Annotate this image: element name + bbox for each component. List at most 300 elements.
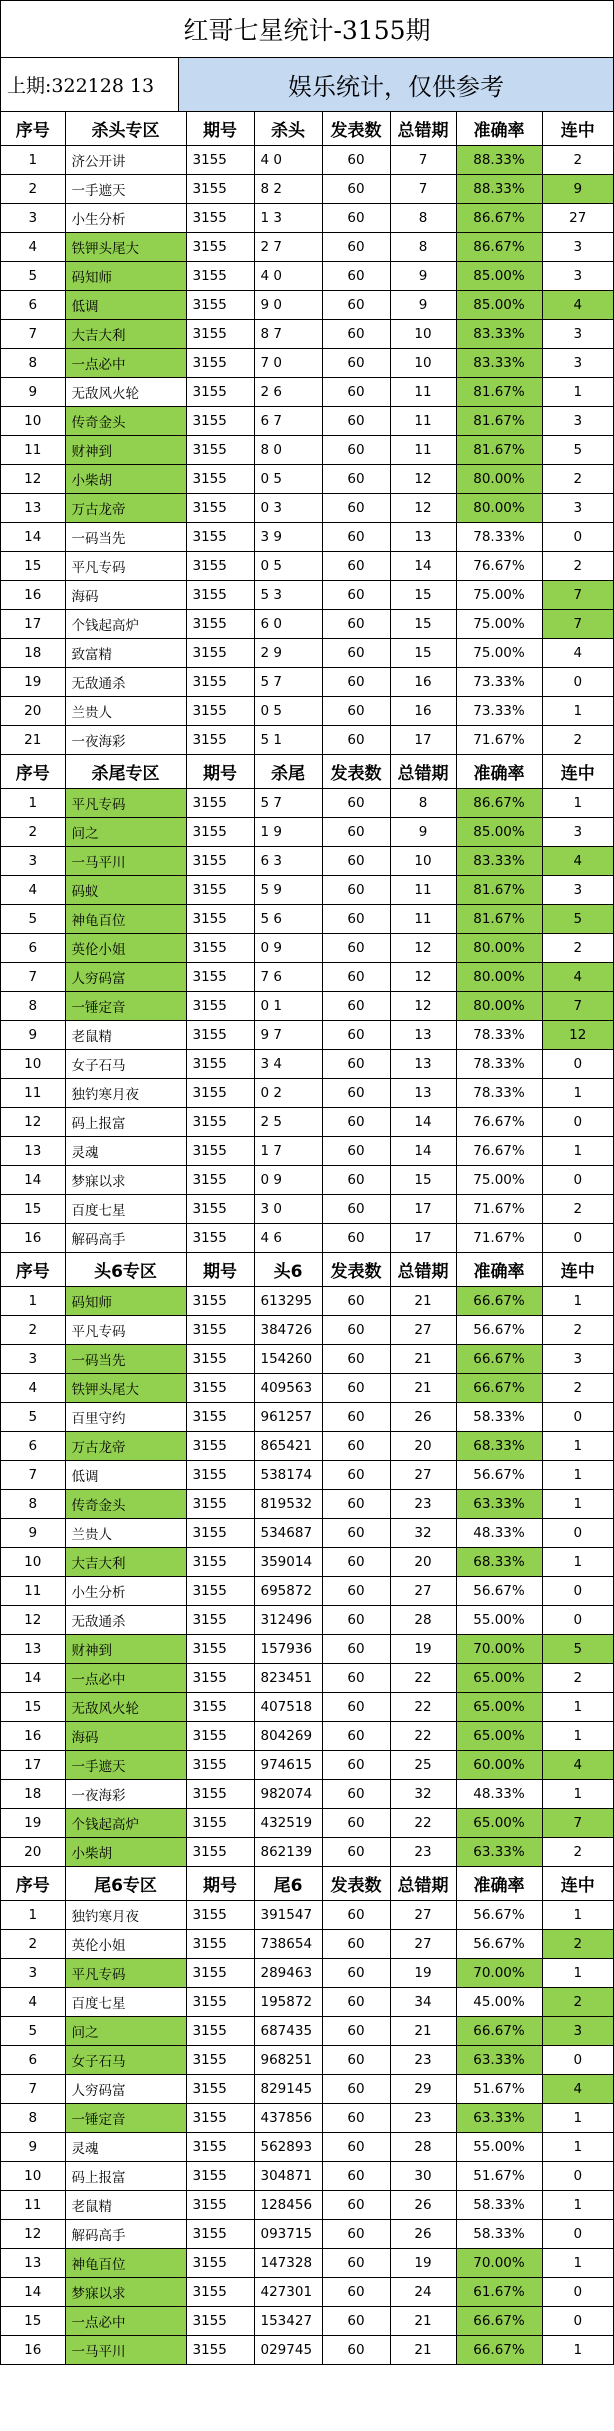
cell-issue: 3155 (186, 639, 254, 668)
cell-published: 60 (322, 1403, 390, 1432)
column-header-accuracy: 准确率 (456, 1253, 542, 1287)
table-row (1, 465, 613, 494)
cell-accuracy: 68.33% (456, 1548, 542, 1577)
cell-errors: 15 (390, 610, 456, 639)
cell-index: 4 (1, 876, 65, 905)
cell-published: 60 (322, 262, 390, 291)
cell-accuracy: 70.00% (456, 1959, 542, 1988)
cell-published: 60 (322, 1345, 390, 1374)
cell-index: 11 (1, 1577, 65, 1606)
cell-name: 英伦小姐 (65, 934, 186, 963)
cell-issue: 3155 (186, 291, 254, 320)
cell-issue: 3155 (186, 581, 254, 610)
cell-errors: 22 (390, 1722, 456, 1751)
cell-index: 2 (1, 1316, 65, 1345)
cell-index: 3 (1, 1345, 65, 1374)
cell-published: 60 (322, 1461, 390, 1490)
cell-value: 2 5 (254, 1108, 322, 1137)
cell-name: 大吉大利 (65, 1548, 186, 1577)
cell-errors: 27 (390, 1577, 456, 1606)
cell-errors: 28 (390, 2133, 456, 2162)
cell-published: 60 (322, 1021, 390, 1050)
cell-streak: 1 (542, 2249, 613, 2278)
cell-streak: 1 (542, 2191, 613, 2220)
cell-errors: 9 (390, 262, 456, 291)
cell-name: 一点必中 (65, 2307, 186, 2336)
cell-accuracy: 85.00% (456, 818, 542, 847)
cell-value: 157936 (254, 1635, 322, 1664)
cell-issue: 3155 (186, 2307, 254, 2336)
table-row (1, 2104, 613, 2133)
cell-published: 60 (322, 552, 390, 581)
cell-name: 一夜海彩 (65, 1780, 186, 1809)
cell-streak: 0 (542, 1577, 613, 1606)
column-header-issue: 期号 (186, 755, 254, 789)
cell-value: 9 0 (254, 291, 322, 320)
column-header-published: 发表数 (322, 1867, 390, 1901)
cell-streak: 0 (542, 2220, 613, 2249)
cell-errors: 23 (390, 2104, 456, 2133)
cell-accuracy: 63.33% (456, 1838, 542, 1867)
cell-published: 60 (322, 1930, 390, 1959)
info-bar (1, 58, 613, 112)
cell-index: 14 (1, 523, 65, 552)
cell-streak: 3 (542, 1345, 613, 1374)
cell-errors: 8 (390, 789, 456, 818)
cell-accuracy: 70.00% (456, 1635, 542, 1664)
table-row (1, 204, 613, 233)
cell-published: 60 (322, 2162, 390, 2191)
cell-value: 0 9 (254, 1166, 322, 1195)
cell-index: 20 (1, 1838, 65, 1867)
cell-index: 15 (1, 552, 65, 581)
cell-errors: 9 (390, 291, 456, 320)
cell-index: 6 (1, 1432, 65, 1461)
cell-published: 60 (322, 1108, 390, 1137)
cell-issue: 3155 (186, 1664, 254, 1693)
cell-streak: 3 (542, 262, 613, 291)
cell-name: 海码 (65, 1722, 186, 1751)
table-row (1, 1195, 613, 1224)
cell-errors: 12 (390, 465, 456, 494)
cell-value: 0 5 (254, 697, 322, 726)
cell-issue: 3155 (186, 146, 254, 175)
cell-accuracy: 68.33% (456, 1432, 542, 1461)
cell-errors: 13 (390, 1079, 456, 1108)
cell-name: 女子石马 (65, 2046, 186, 2075)
cell-errors: 15 (390, 581, 456, 610)
cell-accuracy: 58.33% (456, 2220, 542, 2249)
cell-index: 1 (1, 789, 65, 818)
cell-streak: 0 (542, 2046, 613, 2075)
table-row (1, 1664, 613, 1693)
cell-streak: 1 (542, 378, 613, 407)
column-header-index: 序号 (1, 1867, 65, 1901)
table-row (1, 378, 613, 407)
cell-name: 梦寐以求 (65, 2278, 186, 2307)
cell-value: 0 1 (254, 992, 322, 1021)
cell-value: 0 9 (254, 934, 322, 963)
column-header-value: 杀头 (254, 112, 322, 146)
cell-errors: 21 (390, 2307, 456, 2336)
column-header-accuracy: 准确率 (456, 112, 542, 146)
cell-issue: 3155 (186, 1166, 254, 1195)
table-row (1, 1079, 613, 1108)
cell-errors: 19 (390, 1959, 456, 1988)
cell-accuracy: 63.33% (456, 2104, 542, 2133)
cell-issue: 3155 (186, 1316, 254, 1345)
cell-issue: 3155 (186, 1988, 254, 2017)
cell-published: 60 (322, 1693, 390, 1722)
cell-published: 60 (322, 1050, 390, 1079)
column-header-name: 杀尾专区 (65, 755, 186, 789)
cell-published: 60 (322, 789, 390, 818)
cell-streak: 27 (542, 204, 613, 233)
table-row (1, 1316, 613, 1345)
cell-index: 9 (1, 1519, 65, 1548)
cell-streak: 4 (542, 639, 613, 668)
cell-published: 60 (322, 320, 390, 349)
cell-published: 60 (322, 2220, 390, 2249)
cell-name: 码上报富 (65, 1108, 186, 1137)
cell-issue: 3155 (186, 726, 254, 755)
cell-index: 9 (1, 2133, 65, 2162)
column-header-errors: 总错期 (390, 1867, 456, 1901)
cell-errors: 12 (390, 494, 456, 523)
cell-errors: 7 (390, 146, 456, 175)
cell-published: 60 (322, 1316, 390, 1345)
cell-errors: 21 (390, 1287, 456, 1316)
cell-streak: 3 (542, 407, 613, 436)
table-row (1, 175, 613, 204)
cell-index: 8 (1, 2104, 65, 2133)
column-header-errors: 总错期 (390, 1253, 456, 1287)
cell-streak: 3 (542, 349, 613, 378)
cell-name: 小生分析 (65, 1577, 186, 1606)
column-header-value: 杀尾 (254, 755, 322, 789)
cell-issue: 3155 (186, 1021, 254, 1050)
cell-issue: 3155 (186, 1901, 254, 1930)
cell-errors: 23 (390, 1838, 456, 1867)
cell-value: 7 6 (254, 963, 322, 992)
cell-accuracy: 60.00% (456, 1751, 542, 1780)
cell-issue: 3155 (186, 1780, 254, 1809)
cell-streak: 1 (542, 789, 613, 818)
section-header-row (1, 1253, 613, 1287)
cell-published: 60 (322, 407, 390, 436)
cell-accuracy: 48.33% (456, 1780, 542, 1809)
cell-name: 百度七星 (65, 1195, 186, 1224)
cell-name: 万古龙帝 (65, 1432, 186, 1461)
table-row (1, 1901, 613, 1930)
cell-published: 60 (322, 1374, 390, 1403)
cell-published: 60 (322, 876, 390, 905)
cell-issue: 3155 (186, 552, 254, 581)
cell-streak: 1 (542, 1722, 613, 1751)
cell-issue: 3155 (186, 1195, 254, 1224)
table-row (1, 1137, 613, 1166)
cell-streak: 1 (542, 1287, 613, 1316)
cell-index: 2 (1, 818, 65, 847)
table-row (1, 2075, 613, 2104)
cell-index: 14 (1, 1664, 65, 1693)
table-row (1, 2278, 613, 2307)
cell-streak: 0 (542, 2307, 613, 2336)
cell-errors: 22 (390, 1664, 456, 1693)
cell-accuracy: 75.00% (456, 581, 542, 610)
cell-accuracy: 81.67% (456, 436, 542, 465)
cell-value: 7 0 (254, 349, 322, 378)
cell-value: 154260 (254, 1345, 322, 1374)
cell-accuracy: 88.33% (456, 175, 542, 204)
cell-name: 梦寐以求 (65, 1166, 186, 1195)
cell-published: 60 (322, 523, 390, 552)
cell-value: 687435 (254, 2017, 322, 2046)
cell-name: 一夜海彩 (65, 726, 186, 755)
cell-name: 解码高手 (65, 1224, 186, 1253)
cell-name: 一码当先 (65, 1345, 186, 1374)
cell-streak: 1 (542, 1959, 613, 1988)
cell-published: 60 (322, 992, 390, 1021)
cell-index: 4 (1, 1988, 65, 2017)
cell-issue: 3155 (186, 2336, 254, 2365)
cell-index: 5 (1, 905, 65, 934)
cell-name: 济公开讲 (65, 146, 186, 175)
column-header-issue: 期号 (186, 112, 254, 146)
cell-errors: 14 (390, 552, 456, 581)
cell-issue: 3155 (186, 992, 254, 1021)
table-row (1, 1722, 613, 1751)
table-row (1, 2249, 613, 2278)
cell-name: 一锤定音 (65, 992, 186, 1021)
cell-value: 432519 (254, 1809, 322, 1838)
cell-accuracy: 80.00% (456, 992, 542, 1021)
table-row (1, 1287, 613, 1316)
cell-value: 304871 (254, 2162, 322, 2191)
cell-name: 平凡专码 (65, 1959, 186, 1988)
cell-accuracy: 75.00% (456, 610, 542, 639)
table-row (1, 1809, 613, 1838)
cell-errors: 7 (390, 175, 456, 204)
cell-published: 60 (322, 1838, 390, 1867)
cell-value: 0 5 (254, 552, 322, 581)
cell-index: 1 (1, 1287, 65, 1316)
cell-name: 平凡专码 (65, 789, 186, 818)
cell-accuracy: 78.33% (456, 523, 542, 552)
cell-accuracy: 85.00% (456, 262, 542, 291)
cell-accuracy: 51.67% (456, 2162, 542, 2191)
column-header-value: 头6 (254, 1253, 322, 1287)
cell-errors: 21 (390, 1345, 456, 1374)
cell-published: 60 (322, 1577, 390, 1606)
cell-issue: 3155 (186, 378, 254, 407)
cell-errors: 9 (390, 818, 456, 847)
cell-value: 437856 (254, 2104, 322, 2133)
cell-accuracy: 55.00% (456, 2133, 542, 2162)
cell-accuracy: 85.00% (456, 291, 542, 320)
column-header-published: 发表数 (322, 1253, 390, 1287)
cell-value: 4 6 (254, 1224, 322, 1253)
cell-issue: 3155 (186, 1722, 254, 1751)
cell-index: 10 (1, 407, 65, 436)
cell-index: 14 (1, 1166, 65, 1195)
table-row (1, 818, 613, 847)
cell-issue: 3155 (186, 1809, 254, 1838)
cell-index: 7 (1, 963, 65, 992)
cell-value: 8 2 (254, 175, 322, 204)
section-header-row (1, 1867, 613, 1901)
table-row (1, 581, 613, 610)
cell-accuracy: 56.67% (456, 1461, 542, 1490)
cell-issue: 3155 (186, 465, 254, 494)
cell-issue: 3155 (186, 1432, 254, 1461)
cell-issue: 3155 (186, 905, 254, 934)
cell-issue: 3155 (186, 1959, 254, 1988)
cell-index: 11 (1, 2191, 65, 2220)
cell-published: 60 (322, 1224, 390, 1253)
table-row (1, 1021, 613, 1050)
cell-index: 15 (1, 1195, 65, 1224)
cell-streak: 1 (542, 697, 613, 726)
cell-errors: 17 (390, 1224, 456, 1253)
cell-name: 个钱起高炉 (65, 1809, 186, 1838)
cell-index: 13 (1, 2249, 65, 2278)
cell-name: 一点必中 (65, 1664, 186, 1693)
cell-streak: 5 (542, 436, 613, 465)
cell-value: 823451 (254, 1664, 322, 1693)
cell-published: 60 (322, 436, 390, 465)
table-row (1, 1930, 613, 1959)
cell-accuracy: 86.67% (456, 204, 542, 233)
table-row (1, 668, 613, 697)
cell-value: 8 7 (254, 320, 322, 349)
cell-value: 829145 (254, 2075, 322, 2104)
cell-errors: 26 (390, 1403, 456, 1432)
cell-published: 60 (322, 233, 390, 262)
cell-published: 60 (322, 581, 390, 610)
cell-errors: 11 (390, 407, 456, 436)
cell-value: 359014 (254, 1548, 322, 1577)
cell-streak: 2 (542, 1374, 613, 1403)
cell-errors: 22 (390, 1693, 456, 1722)
cell-name: 无敌风火轮 (65, 1693, 186, 1722)
cell-published: 60 (322, 349, 390, 378)
table-row (1, 523, 613, 552)
cell-streak: 2 (542, 726, 613, 755)
cell-accuracy: 66.67% (456, 1374, 542, 1403)
cell-value: 3 9 (254, 523, 322, 552)
table-row (1, 1606, 613, 1635)
cell-value: 865421 (254, 1432, 322, 1461)
cell-published: 60 (322, 2307, 390, 2336)
column-header-index: 序号 (1, 112, 65, 146)
table-row (1, 1432, 613, 1461)
cell-accuracy: 83.33% (456, 847, 542, 876)
cell-name: 财神到 (65, 436, 186, 465)
column-header-accuracy: 准确率 (456, 755, 542, 789)
cell-streak: 5 (542, 905, 613, 934)
cell-errors: 10 (390, 320, 456, 349)
cell-index: 10 (1, 2162, 65, 2191)
cell-published: 60 (322, 1166, 390, 1195)
cell-published: 60 (322, 146, 390, 175)
cell-accuracy: 71.67% (456, 726, 542, 755)
cell-errors: 27 (390, 1316, 456, 1345)
cell-accuracy: 83.33% (456, 320, 542, 349)
cell-issue: 3155 (186, 320, 254, 349)
cell-value: 4 0 (254, 262, 322, 291)
cell-name: 英伦小姐 (65, 1930, 186, 1959)
cell-name: 铁钾头尾大 (65, 233, 186, 262)
cell-streak: 2 (542, 1664, 613, 1693)
column-header-name: 头6专区 (65, 1253, 186, 1287)
cell-accuracy: 71.67% (456, 1195, 542, 1224)
cell-value: 6 0 (254, 610, 322, 639)
column-header-streak: 连中 (542, 1867, 613, 1901)
table-row (1, 1780, 613, 1809)
cell-streak: 0 (542, 1050, 613, 1079)
cell-index: 9 (1, 378, 65, 407)
cell-errors: 17 (390, 1195, 456, 1224)
cell-accuracy: 80.00% (456, 465, 542, 494)
cell-published: 60 (322, 1548, 390, 1577)
cell-value: 0 3 (254, 494, 322, 523)
cell-accuracy: 88.33% (456, 146, 542, 175)
cell-name: 低调 (65, 1461, 186, 1490)
table-row (1, 639, 613, 668)
cell-streak: 1 (542, 2104, 613, 2133)
cell-issue: 3155 (186, 1930, 254, 1959)
table-row (1, 876, 613, 905)
cell-name: 无敌风火轮 (65, 378, 186, 407)
cell-issue: 3155 (186, 1490, 254, 1519)
cell-name: 老鼠精 (65, 2191, 186, 2220)
cell-accuracy: 73.33% (456, 697, 542, 726)
cell-published: 60 (322, 494, 390, 523)
cell-streak: 0 (542, 1224, 613, 1253)
cell-issue: 3155 (186, 2249, 254, 2278)
cell-errors: 29 (390, 2075, 456, 2104)
cell-streak: 0 (542, 1108, 613, 1137)
cell-value: 3 0 (254, 1195, 322, 1224)
table-row (1, 1751, 613, 1780)
cell-name: 码知师 (65, 1287, 186, 1316)
cell-issue: 3155 (186, 175, 254, 204)
table-row (1, 789, 613, 818)
cell-index: 2 (1, 175, 65, 204)
cell-value: 819532 (254, 1490, 322, 1519)
cell-published: 60 (322, 1079, 390, 1108)
cell-issue: 3155 (186, 2104, 254, 2133)
cell-accuracy: 66.67% (456, 1345, 542, 1374)
cell-index: 16 (1, 1224, 65, 1253)
cell-value: 128456 (254, 2191, 322, 2220)
table-row (1, 2191, 613, 2220)
cell-streak: 0 (542, 2278, 613, 2307)
cell-published: 60 (322, 1519, 390, 1548)
table-row (1, 610, 613, 639)
column-header-name: 尾6专区 (65, 1867, 186, 1901)
cell-published: 60 (322, 175, 390, 204)
cell-published: 60 (322, 2104, 390, 2133)
cell-index: 21 (1, 726, 65, 755)
cell-errors: 20 (390, 1432, 456, 1461)
cell-index: 16 (1, 2336, 65, 2365)
cell-index: 5 (1, 1403, 65, 1432)
cell-accuracy: 81.67% (456, 378, 542, 407)
cell-streak: 9 (542, 175, 613, 204)
table-row (1, 1050, 613, 1079)
